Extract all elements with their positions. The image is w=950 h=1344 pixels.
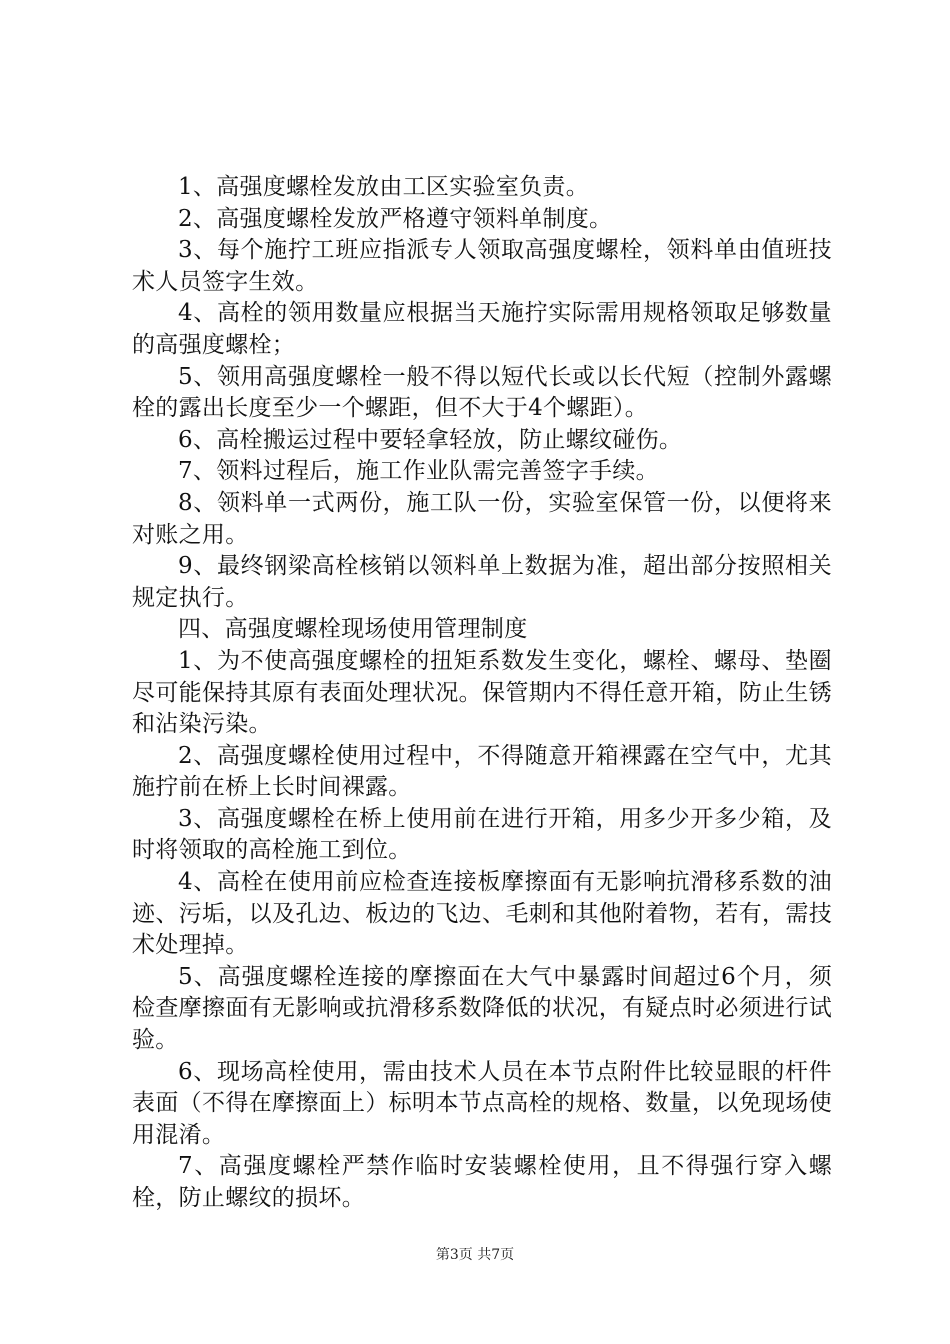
paragraph-9: 9、最终钢梁高栓核销以领料单上数据为准，超出部分按照相关规定执行。 — [132, 553, 832, 611]
paragraph-3: 3、每个施拧工班应指派专人领取高强度螺栓，领料单由值班技术人员签字生效。 — [132, 237, 832, 295]
paragraph-15: 6、现场高栓使用，需由技术人员在本节点附件比较显眼的杆件表面（不得在摩擦面上）标明本节点高栓的规格、数量，以免现场使用混淆。 — [132, 1058, 832, 1148]
paragraph-4: 4、高栓的领用数量应根据当天施拧实际需用规格领取足够数量的高强度螺栓； — [132, 300, 832, 358]
paragraph-6: 6、高栓搬运过程中要轻拿轻放，防止螺纹碰伤。 — [178, 426, 683, 453]
paragraph-13: 4、高栓在使用前应检查连接板摩擦面有无影响抗滑移系数的油迹、污垢，以及孔边、板边的飞边、毛刺和其他附着物，若有，需技术处理掉。 — [132, 869, 832, 959]
page-number-footer: 第3页 共7页 — [435, 1247, 515, 1263]
paragraph-1: 1、高强度螺栓发放由工区实验室负责。 — [178, 174, 590, 200]
paragraph-7: 7、领料过程后，施工作业队需完善签字手续。 — [178, 458, 659, 485]
section-heading: 四、高强度螺栓现场使用管理制度 — [178, 616, 528, 643]
document-body — [132, 172, 832, 1215]
paragraph-8: 8、领料单一式两份，施工队一份，实验室保管一份，以便将来对账之用。 — [132, 489, 832, 548]
paragraph-11: 2、高强度螺栓使用过程中，不得随意开箱裸露在空气中，尤其施拧前在桥上长时间裸露。 — [132, 742, 832, 801]
paragraph-14: 5、高强度螺栓连接的摩擦面在大气中暴露时间超过6个月，须检查摩擦面有无影响或抗滑移系数降低的状况，有疑点时必须进行试验。 — [132, 963, 832, 1054]
paragraph-16: 7、高强度螺栓严禁作临时安装螺栓使用，且不得强行穿入螺栓，防止螺纹的损坏。 — [132, 1153, 832, 1211]
paragraph-10: 1、为不使高强度螺栓的扭矩系数发生变化，螺栓、螺母、垫圈尽可能保持其原有表面处理状况。保管期内不得任意开箱，防止生锈和沾染污染。 — [132, 647, 832, 738]
paragraph-2: 2、高强度螺栓发放严格遵守领料单制度。 — [178, 205, 613, 232]
paragraph-5: 5、领用高强度螺栓一般不得以短代长或以长代短（控制外露螺栓的露出长度至少一个螺距，但不大于4个螺距）。 — [132, 363, 832, 422]
paragraph-12: 3、高强度螺栓在桥上使用前在进行开箱，用多少开多少箱，及时将领取的高栓施工到位。 — [132, 805, 832, 864]
